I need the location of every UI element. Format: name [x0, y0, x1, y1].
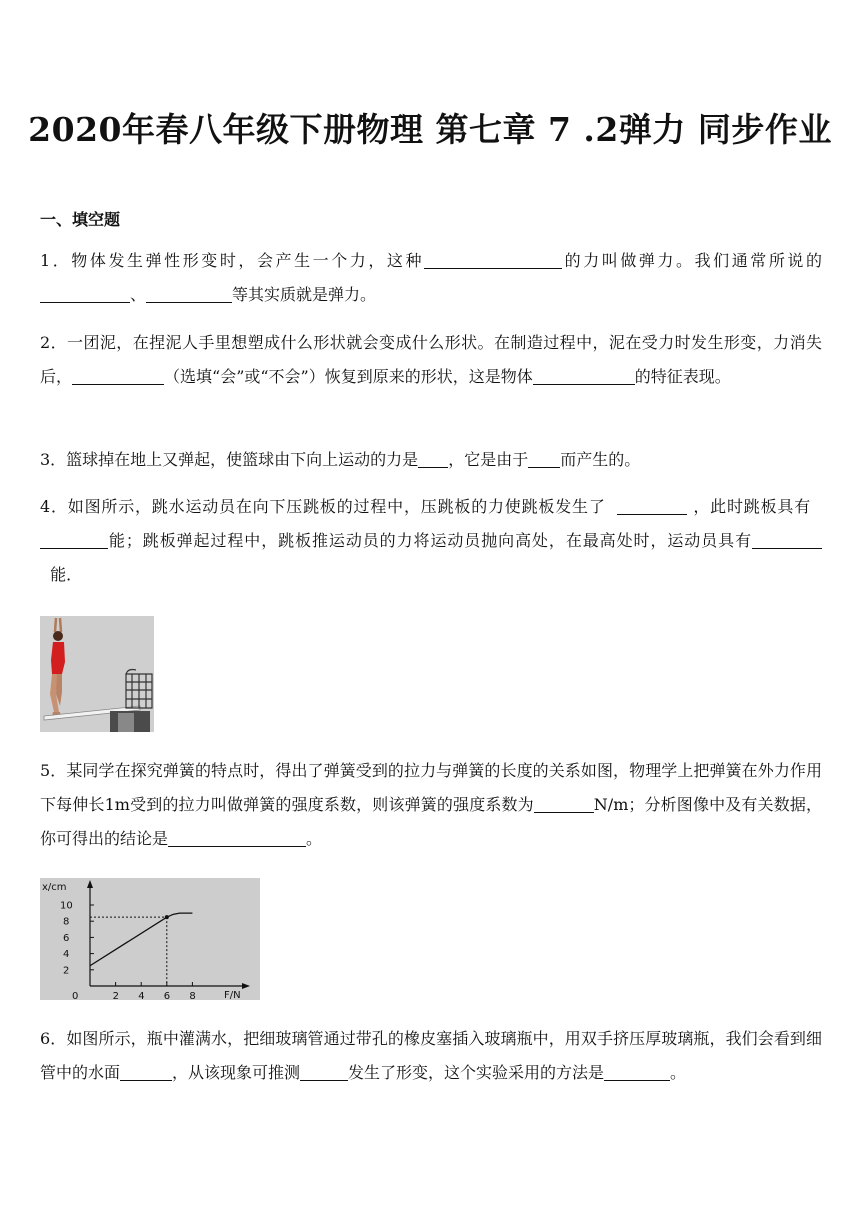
q2-text-a: 2．一团泥，在捏泥人手里想塑成什么形状就会变成什么形状。在制造过程中，泥在受力时发生形变，力消失后，: [40, 333, 822, 386]
q3-text-c: 而产生的。: [560, 450, 641, 469]
q5-blank-1[interactable]: [534, 794, 594, 813]
x-axis-label: F/N: [224, 990, 241, 1000]
section-heading: 一、填空题: [40, 210, 121, 229]
page-title: 2020年春八年级下册物理 第七章 7 .2弹力 同步作业: [28, 110, 832, 149]
q4-text-a: 4．如图所示，跳水运动员在向下压跳板的过程中，压跳板的力使跳板发生了: [40, 497, 606, 516]
x-tick-label: 2: [112, 991, 119, 1000]
q4-text-d: 能．: [50, 565, 83, 584]
q4-blank-2[interactable]: [40, 530, 108, 549]
question-5: [40, 754, 822, 856]
q3-blank-1[interactable]: [418, 449, 448, 468]
q4-text-b: ，此时跳板具有: [693, 497, 812, 516]
q6-text-a: 6．如图所示，瓶中灌满水，把细玻璃管通过带孔的橡皮塞插入玻璃瓶中，用双手挤压厚玻璃瓶，我们会看到细管中的水面: [40, 1029, 822, 1082]
q5-text-a: 5．某同学在探究弹簧的特点时，得出了弹簧受到的拉力与弹簧的长度的关系如图，物理学上把弹簧在外力作用下每伸长1m受到的拉力叫做弹簧的强度系数，则该弹簧的强度系数为: [40, 761, 822, 814]
diving-board-figure: [40, 616, 154, 732]
q1-blank-3[interactable]: [146, 284, 232, 303]
y-tick-label: 10: [60, 900, 73, 912]
q6-blank-3[interactable]: [604, 1062, 670, 1081]
question-6: [40, 1022, 822, 1090]
x-tick-label: 6: [163, 991, 171, 1000]
q4-text-c: 能；跳板弹起过程中，跳板推运动员的力将运动员抛向高处，在最高处时，运动员具有: [108, 531, 752, 550]
x-tick-label: 8: [189, 991, 196, 1000]
y-tick-label: 6: [63, 932, 70, 944]
q6-text-d: 。: [670, 1063, 687, 1082]
question-3: [40, 443, 822, 477]
board-support: [118, 713, 134, 732]
q6-blank-2[interactable]: [300, 1062, 348, 1081]
question-2: [40, 326, 822, 394]
q5-blank-2[interactable]: [168, 828, 306, 847]
q2-blank-1[interactable]: [72, 366, 164, 385]
q2-text-b: （选填“会”或“不会”）恢复到原来的形状，这是物体: [164, 367, 533, 386]
q1-text-c: 、: [130, 285, 147, 304]
q2-blank-2[interactable]: [533, 366, 635, 385]
question-4: [40, 490, 822, 592]
q6-text-b: ，从该现象可推测: [172, 1063, 301, 1082]
spring-chart: [40, 878, 260, 1000]
y-tick-label: 8: [63, 916, 70, 928]
x-tick-label: 0: [72, 991, 79, 1000]
q1-blank-1[interactable]: [424, 250, 562, 269]
q5-text-b: N/m；分析图像中及有关数据，你可得出的结论是: [40, 795, 822, 848]
y-tick-label: 2: [63, 965, 70, 977]
y-axis-label: x/cm: [42, 882, 67, 893]
q3-blank-2[interactable]: [528, 449, 560, 468]
q1-text-a: 1．物体发生弹性形变时，会产生一个力，这种: [40, 251, 425, 270]
q6-blank-1[interactable]: [120, 1062, 172, 1081]
x-tick-label: 4: [138, 991, 145, 1000]
chart-background: [40, 878, 260, 1000]
q1-text-b: 的力叫做弹力。我们通常所说的: [562, 251, 822, 270]
q3-text-a: 3．篮球掉在地上又弹起，使篮球由下向上运动的力是: [40, 450, 419, 469]
q3-text-b: ，它是由于: [448, 450, 529, 469]
q4-blank-1[interactable]: [617, 496, 687, 515]
q1-blank-2[interactable]: [40, 284, 130, 303]
reference-point: [165, 915, 169, 919]
q2-text-c: 的特征表现。: [634, 367, 731, 386]
q5-text-c: 。: [306, 829, 323, 848]
q6-text-c: 发生了形变，这个实验采用的方法是: [348, 1063, 605, 1082]
question-1: [40, 244, 822, 312]
y-tick-label: 4: [63, 949, 70, 961]
q1-text-d: 等其实质就是弹力。: [232, 285, 377, 304]
q4-blank-3[interactable]: [752, 530, 822, 549]
